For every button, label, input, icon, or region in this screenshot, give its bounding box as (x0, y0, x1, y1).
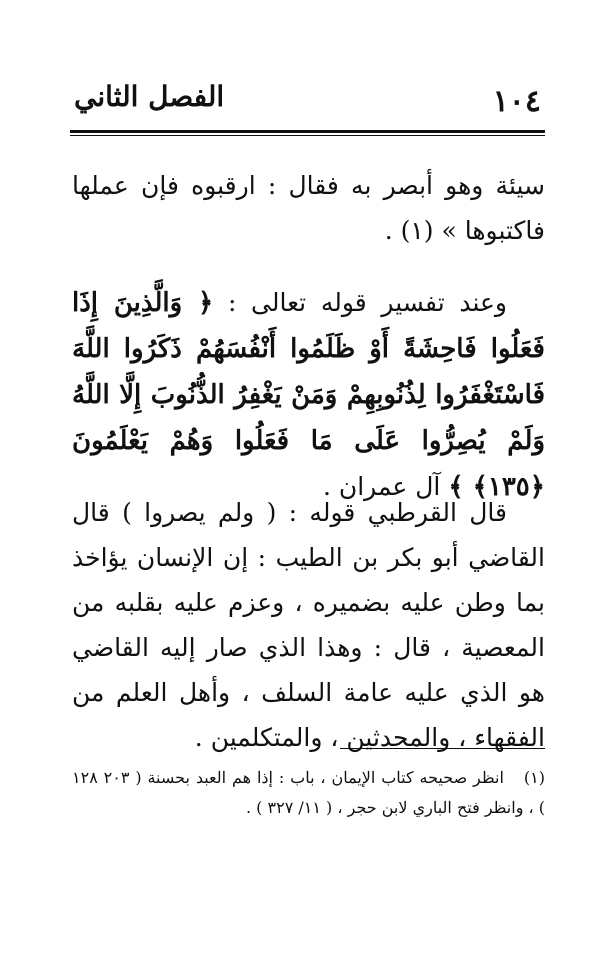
paragraph-qurtubi (72, 490, 545, 760)
page-number: ١٠٤ (492, 84, 541, 119)
footnote-text: انظر صحيحه كتاب الإيمان ، باب : إذا هم العبد بحسنة ( ٢٠٣ ١٢٨ ) ، وانظر فتح الباري لابن حجر ، ( ١١/ ٣٢٧ ) . (72, 768, 545, 817)
verse-intro: وعند تفسير قوله تعالى : (227, 288, 507, 317)
qurtubi-text: قال القرطبي قوله : ( ولم يصروا ) قال القاضي أبو بكر بن الطيب : إن الإنسان يؤاخذ بما وطن عليه بضميره ، وعزم عليه بقلبه من المعصية ، قال : وهذا الذي صار إليه القاضي هو الذي عليه عامة السلف ، وأهل العلم من الفقهاء ، والمحدثين ، والمتكلمين . (72, 498, 545, 752)
verse-source: آل عمران . (322, 472, 441, 501)
header-rule (70, 130, 545, 133)
quran-verse: ﴿ وَالَّذِينَ إِذَا فَعَلُوا فَاحِشَةً أَوْ ظَلَمُوا أَنْفُسَهُمْ ذَكَرُوا اللَّهَ فَاسْتَغْفَرُوا لِذُنُوبِهِمْ وَمَنْ يَغْفِرُ الذُّنُوبَ إِلَّا اللَّهُ وَلَمْ يُصِرُّوا عَلَى مَا فَعَلُوا وَهُمْ يَعْلَمُونَ ﴿١٣٥﴾ ﴾ (72, 288, 545, 502)
header-rule-thin (70, 135, 545, 136)
footnote-separator (340, 748, 545, 749)
page-header (70, 78, 545, 138)
footnote-marker: (١) (523, 768, 545, 787)
chapter-title: الفصل الثاني (74, 80, 225, 113)
footnote (72, 763, 545, 823)
paragraph-quran-verse (72, 280, 545, 510)
paragraph-hadith-end: سيئة وهو أبصر به فقال : ارقبوه فإن عملها فاكتبوها » (١) . (72, 171, 545, 245)
